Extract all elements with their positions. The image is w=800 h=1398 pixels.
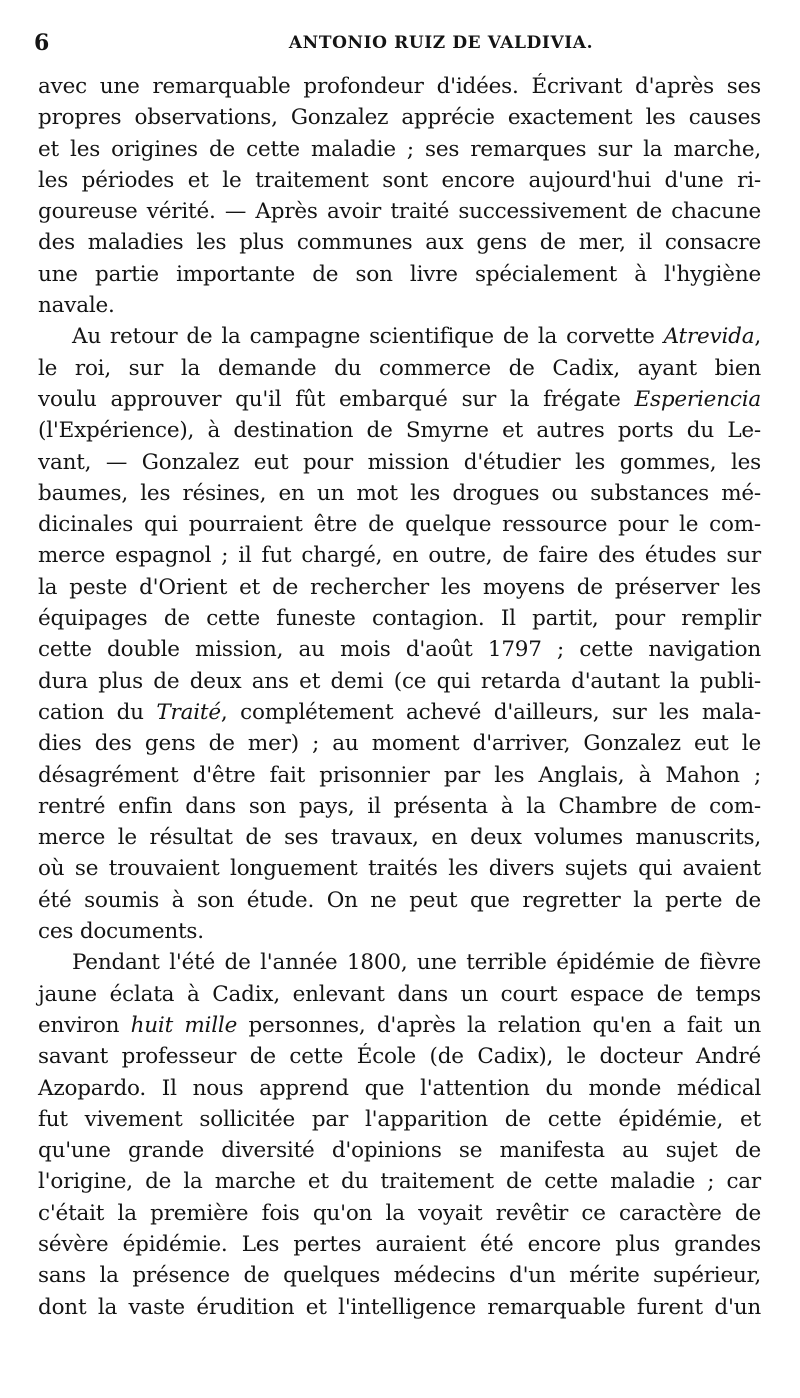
text-line: dicinales qui pourraient être de quelque ressource pour le com- (38, 512, 761, 538)
text-line: où se trouvaient longuement traités les divers sujets qui avaient (38, 856, 761, 882)
italic-phrase: huit mille (130, 1012, 238, 1038)
text-line: dont la vaste érudition et l'intelligence remarquable furent d'un (38, 1294, 761, 1320)
body-text (38, 71, 761, 1323)
text-line: dura plus de deux ans et demi (ce qui retarda d'autant la publi- (38, 668, 761, 694)
text-line: la peste d'Orient et de rechercher les moyens de préserver les (38, 574, 761, 600)
text-line (38, 1010, 761, 1041)
text-line: ces documents. (38, 919, 204, 945)
text-line: propres observations, Gonzalez apprécie exactement les causes (38, 105, 761, 131)
text-line: baumes, les résines, en un mot les drogues ou substances mé- (38, 480, 761, 506)
text-span: cation du (38, 699, 157, 725)
text-line: (l'Expérience), à destination de Smyrne et autres ports du Le- (38, 418, 761, 444)
text-line: goureuse vérité. — Après avoir traité successivement de chacune (38, 199, 761, 225)
text-line: sévère épidémie. Les pertes auraient été encore plus grandes (38, 1231, 761, 1257)
text-line: rentré enfin dans son pays, il présenta à la Chambre de com- (38, 793, 761, 819)
text-line: fut vivement sollicitée par l'apparition de cette épidémie, et (38, 1106, 761, 1132)
text-span: personnes, d'après la relation qu'en a fait un (237, 1012, 761, 1038)
text-line: merce espagnol ; il fut chargé, en outre, de faire des études sur (38, 543, 761, 569)
text-line (38, 697, 761, 728)
text-line: Pendant l'été de l'année 1800, une terrible épidémie de fièvre (72, 950, 761, 976)
text-line: vant, — Gonzalez eut pour mission d'étudier les gommes, les (38, 449, 761, 475)
text-line: cette double mission, au mois d'août 1797 ; cette navigation (38, 637, 761, 663)
text-line: savant professeur de cette École (de Cadix), le docteur André (38, 1044, 761, 1070)
text-line: l'origine, de la marche et du traitement de cette maladie ; car (38, 1169, 761, 1195)
text-line: jaune éclata à Cadix, enlevant dans un court espace de temps (38, 981, 761, 1007)
text-line (38, 384, 761, 415)
text-line: été soumis à son étude. On ne peut que regretter la perte de (38, 887, 761, 913)
text-line: et les origines de cette maladie ; ses remarques sur la marche, (38, 136, 761, 162)
text-line: une partie importante de son livre spécialement à l'hygiène (38, 261, 761, 287)
text-span: Au retour de la campagne scientifique de la corvette (72, 324, 664, 350)
page-number: 6 (34, 30, 50, 56)
italic-title: Esperiencia (634, 386, 761, 412)
running-title: ANTONIO RUIZ DE VALDIVIA. (288, 33, 594, 53)
text-line: qu'une grande diversité d'opinions se manifesta au sujet de (38, 1138, 761, 1164)
text-line: équipages de cette funeste contagion. Il partit, pour remplir (38, 606, 761, 632)
text-span: , complétement achevé d'ailleurs, sur les mala- (220, 699, 761, 725)
text-line: Azopardo. Il nous apprend que l'attention du monde médical (38, 1075, 761, 1101)
text-span: environ (38, 1012, 131, 1038)
text-line: navale. (38, 293, 115, 319)
running-header (34, 30, 764, 62)
text-line (38, 321, 761, 352)
text-line: avec une remarquable profondeur d'idées. Écrivant d'après ses (38, 74, 761, 99)
text-span: , (754, 324, 761, 350)
italic-title: Traité (156, 699, 221, 725)
text-line: merce le résultat de ses travaux, en deux volumes manuscrits, (38, 825, 761, 851)
text-line: c'était la première fois qu'on la voyait revêtir ce caractère de (38, 1200, 761, 1226)
text-span: voulu approuver qu'il fût embarqué sur la frégate (38, 386, 635, 412)
text-line: dies des gens de mer) ; au moment d'arriver, Gonzalez eut le (38, 731, 761, 757)
text-line: désagrément d'être fait prisonnier par les Anglais, à Mahon ; (38, 762, 761, 788)
italic-title: Atrevida (663, 324, 755, 350)
text-line: le roi, sur la demande du commerce de Cadix, ayant bien (38, 355, 761, 381)
text-line: les périodes et le traitement sont encore aujourd'hui d'une ri- (38, 167, 761, 193)
text-line: sans la présence de quelques médecins d'un mérite supérieur, (38, 1263, 761, 1289)
text-line: des maladies les plus communes aux gens de mer, il consacre (38, 230, 761, 256)
